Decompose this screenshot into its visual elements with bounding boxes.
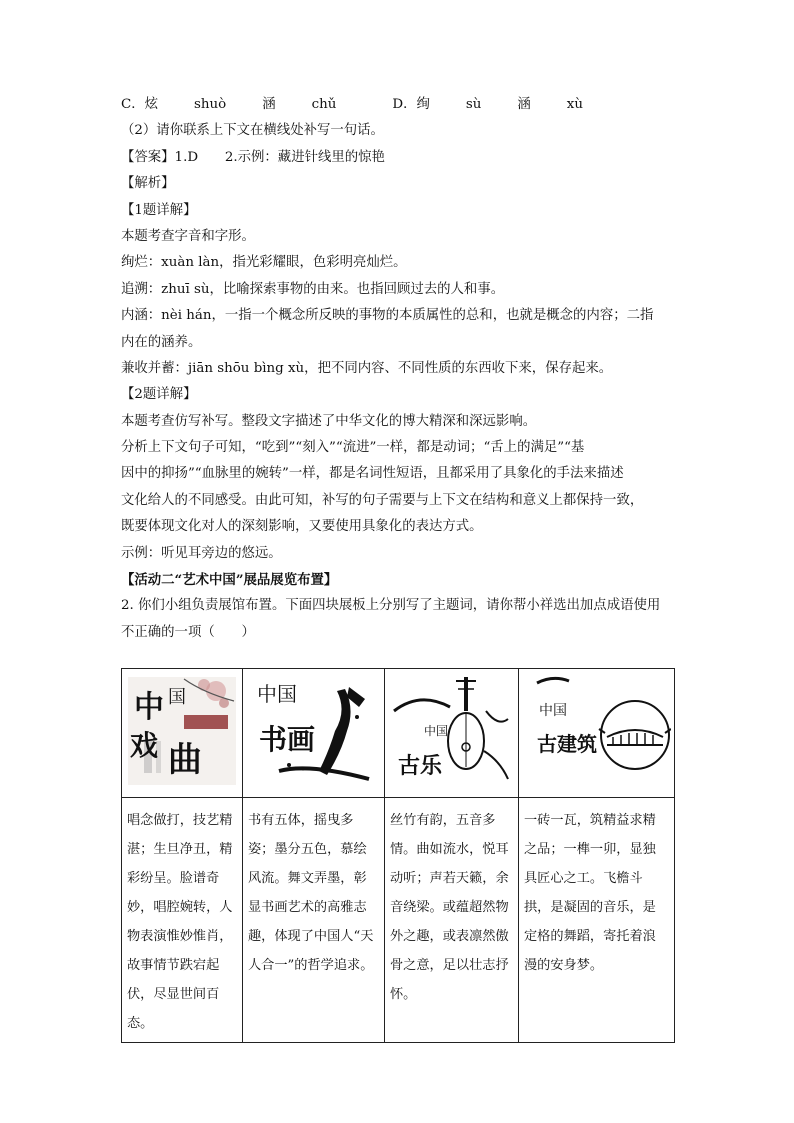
q1-item: 内在的涵养。 bbox=[121, 334, 202, 350]
q2-heading: 【2题详解】 bbox=[121, 387, 197, 403]
opera-char-3: 戏 bbox=[130, 729, 159, 762]
q2-line: 分析上下文句子可知，“吃到”“刻入”“流进”一样，都是动词；“舌上的满足”“基 bbox=[121, 440, 585, 456]
panel-description: 丝竹有韵，五音多情。曲如流水，悦耳动听；声若天籁，余音绕梁。或蕴超然物外之趣，或表凛然傲骨之意，足以壮志抒怀。 bbox=[390, 813, 509, 1002]
panel-text-calligraphy bbox=[243, 798, 385, 1043]
option-c-pinyin-2: chǔ bbox=[311, 97, 337, 112]
option-d-pinyin-1: sù bbox=[465, 97, 482, 112]
question-2-prompt: （2）请你联系上下文在横线处补写一句话。 bbox=[121, 123, 384, 139]
q2-line: 示例：听见耳旁边的悠远。 bbox=[121, 545, 282, 561]
calligraphy-title-2: 书画 bbox=[258, 723, 315, 756]
q2-line: 本题考查仿写补写。整段文字描述了中华文化的博大精深和深远影响。 bbox=[121, 413, 537, 429]
exhibit-panels-table bbox=[121, 668, 675, 1043]
activity-heading: 【活动二“艺术中国”展品展览布置】 bbox=[121, 572, 338, 589]
q1-item: 内涵：nèi hán，一指一个概念所反映的事物的本质属性的总和，也就是概念的内容；二指 bbox=[121, 308, 654, 324]
options-line bbox=[121, 92, 681, 118]
q2-line: 文化给人的不同感受。由此可知，补写的句子需要与上下文在结构和意义上都保持一致， bbox=[121, 492, 644, 508]
opera-poster-icon bbox=[124, 671, 240, 791]
opera-char-4: 曲 bbox=[168, 740, 202, 780]
option-c-pinyin-1: shuò bbox=[194, 97, 227, 112]
architecture-title-1: 中国 bbox=[538, 703, 567, 719]
option-d-pinyin-2: xù bbox=[566, 97, 583, 112]
opera-char-1: 中 bbox=[134, 690, 164, 725]
opera-char-2: 国 bbox=[168, 687, 186, 708]
architecture-title-2: 古建筑 bbox=[536, 732, 597, 756]
option-d-word: 涵 bbox=[517, 97, 531, 112]
panel-text-opera bbox=[122, 798, 243, 1043]
panel-image-calligraphy bbox=[243, 669, 385, 798]
answer-line: 【答案】1.D 2.示例：藏进针线里的惊艳 bbox=[121, 149, 385, 165]
document-body bbox=[121, 92, 681, 646]
panel-text-architecture bbox=[519, 798, 675, 1043]
q1-intro: 本题考查字音和字形。 bbox=[121, 228, 255, 244]
panel-description: 书有五体，摇曳多姿；墨分五色，慕绘风流。舞文弄墨，彰显书画艺术的高雅志趣，体现了中国人“天人合一”的哲学追求。 bbox=[248, 813, 374, 973]
panel-image-music bbox=[385, 669, 519, 798]
calligraphy-title-1: 中国 bbox=[256, 682, 297, 706]
q1-item: 追溯：zhuī sù，比喻探索事物的由来。也指回顾过去的人和事。 bbox=[121, 281, 505, 297]
panel-description: 一砖一瓦，筑精益求精之品；一榫一卯，显独具匠心之工。飞檐斗拱，是凝固的音乐，是定格的舞蹈，寄托着浪漫的安身梦。 bbox=[524, 813, 656, 973]
q1-item: 兼收并蓄：jiān shōu bìng xù，把不同内容、不同性质的东西收下来，保存起来。 bbox=[121, 360, 613, 376]
option-d-label: D．绚 bbox=[392, 97, 430, 112]
q1-heading: 【1题详解】 bbox=[121, 202, 197, 218]
analysis-heading: 【解析】 bbox=[121, 176, 175, 192]
panel-image-opera bbox=[122, 669, 243, 798]
question-2-line: 2. 你们小组负责展馆布置。下面四块展板上分别写了主题词，请你帮小祥选出加点成语使用 bbox=[121, 598, 661, 614]
architecture-poster-icon bbox=[523, 671, 671, 791]
question-2-line: 不正确的一项（ ） bbox=[121, 624, 255, 640]
panel-description: 唱念做打，技艺精湛；生旦净丑，精彩纷呈。脸谱奇妙，唱腔婉转，人物表演惟妙惟肖，故事情节跌宕起伏，尽显世间百态。 bbox=[127, 813, 233, 1031]
panel-text-music bbox=[385, 798, 519, 1043]
option-c-label: C．炫 bbox=[121, 97, 159, 112]
q1-item: 绚烂：xuàn làn，指光彩耀眼，色彩明亮灿烂。 bbox=[121, 255, 407, 271]
music-title-1: 中国 bbox=[423, 724, 448, 738]
pipa-music-poster-icon bbox=[390, 671, 514, 791]
music-title-2: 古乐 bbox=[397, 753, 442, 779]
option-c-word: 涵 bbox=[262, 97, 276, 112]
calligraphy-poster-icon bbox=[249, 671, 379, 791]
q2-line: 既要体现文化对人的深刻影响，又要使用具象化的表达方式。 bbox=[121, 519, 483, 535]
panel-image-architecture bbox=[519, 669, 675, 798]
q2-line: 因中的抑扬”“血脉里的婉转”一样，都是名词性短语，且都采用了具象化的手法来描述 bbox=[121, 466, 624, 482]
